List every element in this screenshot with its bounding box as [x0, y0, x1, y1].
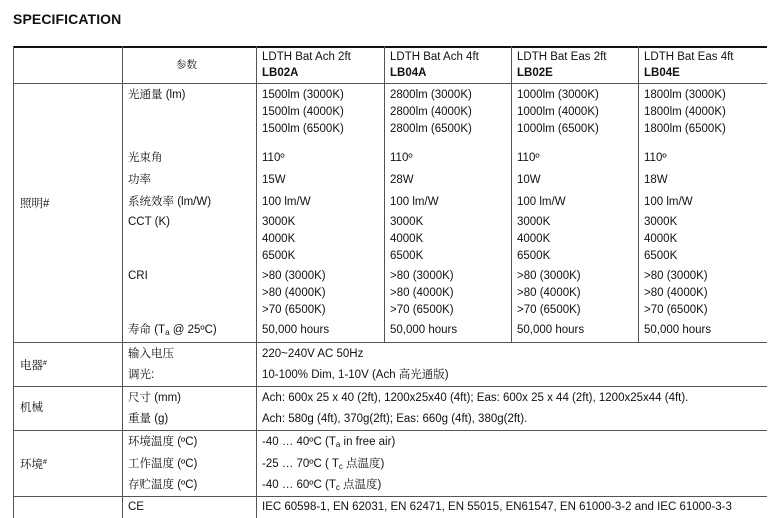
flux-value: 1500lm (3000K): [262, 89, 344, 101]
power-value: 28W: [390, 174, 414, 186]
param-header: 参数: [176, 59, 197, 71]
storage-temp-value: -40 … 60ºC ($T_c$ 点温度): [262, 479, 382, 492]
efficacy-value: 100 lm/W: [644, 196, 693, 208]
section-rule: [13, 496, 767, 497]
cct-value: 4000K: [390, 233, 424, 245]
flux-value: 1800lm (4000K): [644, 106, 726, 118]
efficacy-value: 100 lm/W: [390, 196, 439, 208]
lifetime-value: 50,000 hours: [262, 324, 330, 336]
row-label-power: 功率: [128, 174, 151, 186]
header-bottom-rule: [13, 83, 767, 84]
power-value: 18W: [644, 174, 668, 186]
flux-value: 1000lm (4000K): [517, 106, 599, 118]
cct-value: 3000K: [517, 216, 551, 228]
column-divider: [511, 46, 512, 342]
model-name: LDTH Bat Ach 2ft: [262, 51, 351, 63]
section-rule: [13, 386, 767, 387]
ambient-temp-value: -40 … 40ºC ($T_a$ in free air): [262, 436, 396, 449]
row-label-beam-angle: 光束角: [128, 152, 163, 164]
cri-value: >80 (3000K): [262, 270, 326, 282]
cri-value: >70 (6500K): [390, 304, 454, 316]
cct-value: 6500K: [262, 250, 296, 262]
model-code: LB02A: [262, 67, 299, 79]
cri-value: >70 (6500K): [517, 304, 581, 316]
cct-value: 6500K: [644, 250, 678, 262]
model-code: LB04E: [644, 67, 680, 79]
lifetime-value: 50,000 hours: [517, 324, 585, 336]
section-label-lighting: 照明#: [20, 198, 50, 210]
row-label-storage-temp: 存贮温度 (ºC): [128, 479, 198, 491]
page-title: SPECIFICATION: [13, 11, 122, 27]
row-label-input-voltage: 输入电压: [128, 348, 174, 360]
power-value: 10W: [517, 174, 541, 186]
efficacy-value: 100 lm/W: [262, 196, 311, 208]
beam-angle-value: 110º: [517, 152, 540, 164]
flux-value: 2800lm (6500K): [390, 123, 472, 135]
cct-value: 4000K: [517, 233, 551, 245]
flux-value: 1500lm (4000K): [262, 106, 344, 118]
flux-value: 1500lm (6500K): [262, 123, 344, 135]
row-label-operating-temp: 工作温度 (ºC): [128, 458, 198, 470]
cct-value: 3000K: [390, 216, 424, 228]
ce-standards-value: IEC 60598-1, EN 62031, EN 62471, EN 55015, EN61547, EN 61000-3-2 and IEC 61000-3-3: [262, 501, 732, 513]
lifetime-value: 50,000 hours: [644, 324, 712, 336]
model-code: LB02E: [517, 67, 553, 79]
row-label-ce: CE: [128, 501, 144, 513]
cri-value: >70 (6500K): [262, 304, 326, 316]
dimming-value: 10-100% Dim, 1-10V (Ach 高光通版): [262, 369, 449, 381]
model-name: LDTH Bat Eas 2ft: [517, 51, 607, 63]
row-label-cri: CRI: [128, 270, 148, 282]
flux-value: 1800lm (6500K): [644, 123, 726, 135]
beam-angle-value: 110º: [390, 152, 413, 164]
cri-value: >80 (4000K): [517, 287, 581, 299]
cct-value: 4000K: [262, 233, 296, 245]
flux-value: 1000lm (3000K): [517, 89, 599, 101]
power-value: 15W: [262, 174, 286, 186]
section-rule: [13, 342, 767, 343]
cct-value: 3000K: [262, 216, 296, 228]
cct-value: 6500K: [517, 250, 551, 262]
column-divider: [638, 46, 639, 342]
flux-value: 1800lm (3000K): [644, 89, 726, 101]
cct-value: 4000K: [644, 233, 678, 245]
row-label-ambient-temp: 环境温度 (ºC): [128, 436, 198, 448]
size-value: Ach: 600x 25 x 40 (2ft), 1200x25x40 (4ft); Eas: 600x 25 x 44 (2ft), 1200x25x44 (4ft).: [262, 392, 689, 404]
model-code: LB04A: [390, 67, 427, 79]
beam-angle-value: 110º: [644, 152, 667, 164]
operating-temp-value: -25 … 70ºC ( $T_c$ 点温度): [262, 458, 385, 471]
row-label-dimming: 调光:: [128, 369, 155, 381]
table-top-rule: [13, 46, 767, 48]
weight-value: Ach: 580g (4ft), 370g(2ft); Eas: 660g (4ft), 380g(2ft).: [262, 413, 528, 425]
model-name: LDTH Bat Eas 4ft: [644, 51, 734, 63]
model-name: LDTH Bat Ach 4ft: [390, 51, 479, 63]
cct-value: 3000K: [644, 216, 678, 228]
row-label-flux: 光通量 (lm): [128, 89, 186, 101]
row-label-lifetime: 寿命 ($T_a$ @ 25ºC): [128, 324, 217, 337]
section-label-electrical: 电器#: [20, 360, 47, 372]
section-label-mechanical: 机械: [20, 402, 43, 414]
row-label-size: 尺寸 (mm): [128, 392, 182, 404]
cri-value: >80 (4000K): [390, 287, 454, 299]
cri-value: >80 (4000K): [644, 287, 708, 299]
column-divider: [122, 46, 123, 518]
cri-value: >80 (3000K): [517, 270, 581, 282]
column-divider: [384, 46, 385, 342]
row-label-efficacy: 系统效率 (lm/W): [128, 196, 212, 208]
cri-value: >80 (3000K): [390, 270, 454, 282]
input-voltage-value: 220~240V AC 50Hz: [262, 348, 364, 360]
flux-value: 2800lm (4000K): [390, 106, 472, 118]
efficacy-value: 100 lm/W: [517, 196, 566, 208]
section-label-environment: 环境#: [20, 459, 47, 471]
flux-value: 2800lm (3000K): [390, 89, 472, 101]
section-rule: [13, 430, 767, 431]
cct-value: 6500K: [390, 250, 424, 262]
row-label-cct: CCT (K): [128, 216, 170, 228]
cri-value: >80 (3000K): [644, 270, 708, 282]
column-divider: [256, 46, 257, 518]
lifetime-value: 50,000 hours: [390, 324, 458, 336]
row-label-weight: 重量 (g): [128, 413, 169, 425]
flux-value: 1000lm (6500K): [517, 123, 599, 135]
cri-value: >70 (6500K): [644, 304, 708, 316]
cri-value: >80 (4000K): [262, 287, 326, 299]
beam-angle-value: 110º: [262, 152, 285, 164]
table-left-border: [13, 46, 14, 518]
